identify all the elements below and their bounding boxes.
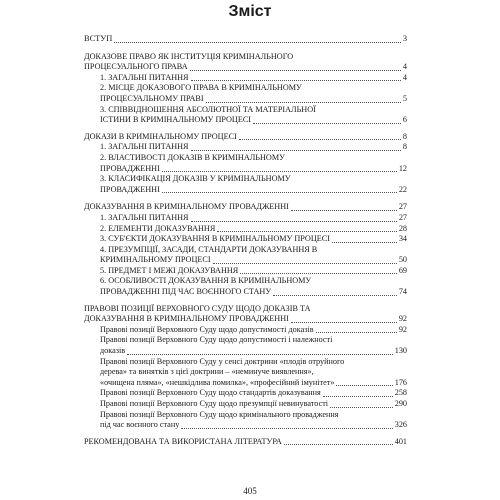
dot-leader — [217, 231, 397, 232]
toc-page-number: 6 — [402, 115, 407, 125]
dot-leader — [284, 444, 393, 445]
dot-leader — [206, 102, 401, 103]
toc-entry-title: 5. ПРЕДМЕТ І МЕЖІ ДОКАЗУВАННЯ — [100, 265, 239, 275]
toc-page-number: 27 — [398, 202, 407, 212]
toc-entry-title: 3. СПІВВІДНОШЕННЯ АБСОЛЮТНОЇ ТА МАТЕРІАЛЬНОЇ — [100, 104, 316, 114]
section-gap — [84, 45, 407, 52]
toc-entry-title: ВСТУП — [84, 34, 113, 43]
toc-entry[interactable] — [84, 234, 407, 245]
toc-entry[interactable] — [84, 153, 407, 174]
toc-entry[interactable] — [84, 357, 407, 389]
toc-entry[interactable] — [84, 213, 407, 224]
toc-entry-title: ПРОВАДЖЕННІ — [100, 184, 160, 194]
toc-entry-title: 1. ЗАГАЛЬНІ ПИТАННЯ — [100, 72, 189, 82]
toc-entry-title: 3. КЛАСИФІКАЦІЯ ДОКАЗІВ У КРИМІНАЛЬНОМУ — [100, 174, 291, 184]
toc-entry[interactable] — [84, 325, 407, 336]
toc-page-number: 258 — [394, 388, 407, 398]
toc-page-number: 27 — [398, 212, 407, 222]
dot-leader — [332, 242, 397, 243]
toc-entry-title: дерева» та винятків з цієї доктрини – «неминуче виявлення», — [100, 367, 314, 377]
toc-entry[interactable] — [84, 437, 407, 448]
toc-entry-title: КРИМІНАЛЬНОМУ ПРОЦЕСІ — [100, 255, 211, 265]
dot-leader — [291, 322, 397, 323]
toc-entry-title: ПРОЦЕСУАЛЬНОМУ ПРАВІ — [100, 93, 204, 103]
toc-entry[interactable] — [84, 83, 407, 104]
toc-page-number: 12 — [398, 163, 407, 173]
toc-entry-title: Правові позиції Верховного Суду у сенсі доктрини «плодів отруйного — [100, 356, 345, 366]
toc-page-number: 290 — [394, 399, 407, 408]
dot-leader — [253, 123, 401, 124]
toc-entry-title: РЕКОМЕНДОВАНА ТА ВИКОРИСТАНА ЛІТЕРАТУРА — [84, 436, 282, 446]
toc-entry-title: Правові позиції Верховного Суду щодо допустимості доказів — [100, 324, 314, 334]
toc-entry[interactable] — [84, 335, 407, 356]
toc-page-number: 8 — [402, 142, 407, 152]
toc-entry-title: ПРОВАДЖЕННІ — [100, 163, 160, 173]
dot-leader — [273, 295, 397, 296]
toc-entry-title: ДОКАЗУВАННЯ В КРИМІНАЛЬНОМУ ПРОВАДЖЕННІ — [84, 202, 289, 212]
toc-entry[interactable] — [84, 388, 407, 399]
toc-entry-title: під час воєнного стану — [100, 420, 180, 430]
toc-entry[interactable] — [84, 202, 407, 213]
toc-page-number: 50 — [398, 255, 407, 265]
dot-leader — [191, 150, 401, 151]
toc-page-number: 74 — [398, 287, 407, 297]
page-number: 405 — [243, 486, 257, 496]
toc-entry[interactable] — [84, 142, 407, 153]
dot-leader — [191, 80, 401, 81]
toc-entry-title: 4. ПРЕЗУМПЦІЇ, ЗАСАДИ, СТАНДАРТИ ДОКАЗУВАННЯ В — [100, 244, 318, 254]
toc-page-number: 401 — [394, 436, 407, 446]
toc-page-number: 22 — [398, 184, 407, 194]
toc-entry[interactable] — [84, 304, 407, 325]
toc-page-number: 34 — [398, 234, 407, 244]
dot-leader — [162, 192, 397, 193]
toc-page-number: 326 — [394, 420, 407, 430]
toc-entry-title: Правові позиції Верховного Суду щодо допустимості і належності — [100, 335, 333, 345]
dot-leader — [240, 273, 397, 274]
toc-page-number: 92 — [398, 324, 407, 334]
table-of-contents — [84, 34, 407, 447]
dot-leader — [291, 210, 397, 211]
toc-entry-title: ДОКАЗОВЕ ПРАВО ЯК ІНСТИТУЦІЯ КРИМІНАЛЬНОГО — [84, 51, 294, 61]
toc-entry[interactable] — [84, 266, 407, 277]
toc-entry-title: ДОКАЗУВАННЯ В КРИМІНАЛЬНОМУ ПРОВАДЖЕННІ — [84, 314, 289, 324]
toc-entry-title: Правові позиції Верховного Суду щодо стандартів доказування — [100, 388, 321, 398]
dot-leader — [330, 407, 393, 408]
dot-leader — [316, 332, 397, 333]
toc-entry-title: 2. ЕЛЕМЕНТИ ДОКАЗУВАННЯ — [100, 223, 216, 233]
toc-entry[interactable] — [84, 276, 407, 297]
toc-page-number: 5 — [402, 93, 407, 103]
dot-leader — [114, 42, 401, 43]
toc-entry-title: 1. ЗАГАЛЬНІ ПИТАННЯ — [100, 212, 189, 222]
toc-page-number: 176 — [394, 377, 407, 387]
dot-leader — [336, 385, 392, 386]
toc-entry-title: «очищена пляма», «нешкідлива помилка», «професійний імунітет» — [100, 377, 335, 387]
toc-page-number: 28 — [398, 223, 407, 233]
dot-leader — [239, 139, 401, 140]
dot-leader — [127, 354, 393, 355]
toc-entry[interactable] — [84, 73, 407, 84]
dot-leader — [181, 428, 392, 429]
toc-page-number: 3 — [402, 34, 407, 43]
toc-entry-title: 1. ЗАГАЛЬНІ ПИТАННЯ — [100, 142, 189, 152]
toc-page-number: 4 — [402, 62, 407, 72]
toc-entry-title: ІСТИНИ В КРИМІНАЛЬНОМУ ПРОЦЕСІ — [100, 115, 252, 125]
toc-entry-title: ПРОВАДЖЕННІ ПІД ЧАС ВОЄННОГО СТАНУ — [100, 287, 272, 297]
toc-page-number: 69 — [398, 265, 407, 275]
dot-leader — [190, 70, 401, 71]
toc-entry[interactable] — [84, 52, 407, 73]
toc-entry-title: Правові позиції Верховного Суду щодо презумпції невинуватості — [100, 399, 329, 408]
toc-entry[interactable] — [84, 105, 407, 126]
section-gap — [84, 195, 407, 202]
toc-entry[interactable] — [84, 132, 407, 143]
toc-page-number: 8 — [402, 131, 407, 141]
dot-leader — [323, 396, 393, 397]
toc-page-number: 130 — [394, 346, 407, 356]
toc-entry-title: 6. ОСОБЛИВОСТІ ДОКАЗУВАННЯ В КРИМІНАЛЬНОМУ — [100, 276, 312, 286]
toc-entry-title: 3. СУБ'ЄКТИ ДОКАЗУВАННЯ В КРИМІНАЛЬНОМУ ПРОЦЕСІ — [100, 234, 330, 244]
toc-entry-title: ПРАВОВІ ПОЗИЦІЇ ВЕРХОВНОГО СУДУ ЩОДО ДОКАЗІВ ТА — [84, 303, 311, 313]
toc-entry-title: Правові позиції Верховного Суду щодо кримінального провадження — [100, 409, 339, 419]
dot-leader — [162, 171, 397, 172]
toc-entry-title: 2. МІСЦЕ ДОКАЗОВОГО ПРАВА В КРИМІНАЛЬНОМУ — [100, 83, 302, 93]
toc-entry-title: ПРОЦЕСУАЛЬНОГО ПРАВА — [84, 62, 188, 72]
toc-page-number: 4 — [402, 72, 407, 82]
toc-entry[interactable] — [84, 410, 407, 431]
toc-entry[interactable] — [84, 34, 407, 45]
toc-entry[interactable] — [84, 174, 407, 195]
toc-entry-title: 2. ВЛАСТИВОСТІ ДОКАЗІВ В КРИМІНАЛЬНОМУ — [100, 152, 285, 162]
toc-entry-title: ДОКАЗИ В КРИМІНАЛЬНОМУ ПРОЦЕСІ — [84, 131, 237, 141]
toc-entry[interactable] — [84, 399, 407, 410]
toc-page-number: 92 — [398, 314, 407, 324]
dot-leader — [213, 263, 397, 264]
dot-leader — [191, 221, 397, 222]
toc-entry-title: доказів — [100, 346, 126, 356]
toc-entry[interactable] — [84, 245, 407, 266]
toc-entry[interactable] — [84, 224, 407, 235]
page-title: Зміст — [228, 3, 272, 20]
